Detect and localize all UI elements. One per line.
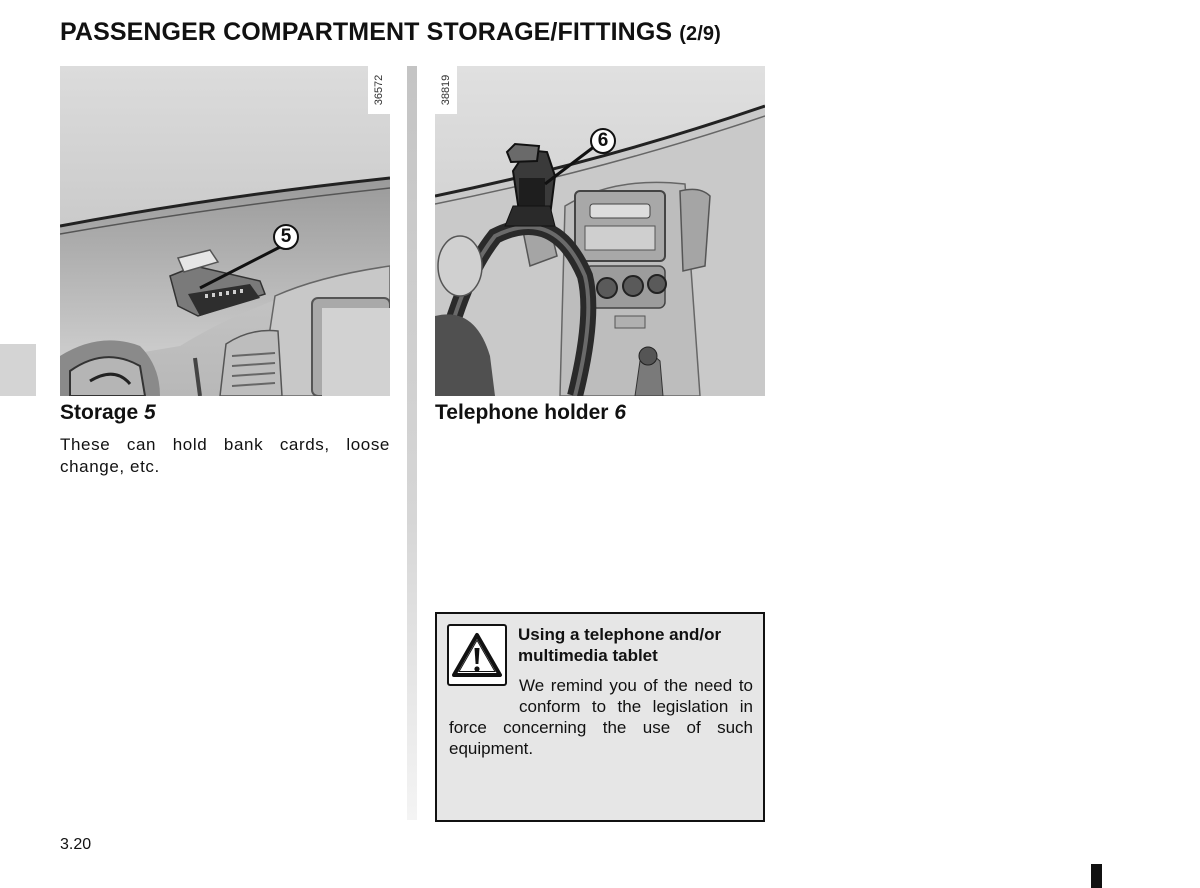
corner-mark [1091, 864, 1102, 888]
dashboard-storage-drawing [60, 66, 390, 396]
page-title [60, 18, 721, 47]
telephone-holder-heading-text: Telephone holder [435, 401, 609, 424]
page-title-text: PASSENGER COMPARTMENT STORAGE/FITTINGS [60, 18, 673, 46]
page-number: 3.20 [60, 836, 92, 853]
storage-illustration [60, 66, 390, 396]
image-reference-box [435, 66, 457, 114]
image-reference-box [368, 66, 390, 114]
image-reference-number: 38819 [440, 74, 452, 106]
page-fraction: (2/9) [679, 23, 721, 45]
image-reference-number: 36572 [373, 74, 385, 106]
warning-title: Using a telephone and/or multimedia tablet [518, 625, 722, 665]
warning-text: We remind you of the need to conform to the legislation in force concerning the use of such equipment. [449, 676, 753, 758]
column-divider [407, 66, 417, 820]
telephone-holder-heading [435, 401, 626, 425]
telephone-holder-heading-number: 6 [614, 401, 626, 424]
callout-6: 6 [590, 128, 616, 154]
storage-heading-number: 5 [144, 401, 156, 424]
callout-5: 5 [273, 224, 299, 250]
storage-description: These can hold bank cards, loose change, etc. [60, 435, 390, 476]
storage-heading-text: Storage [60, 401, 139, 424]
storage-heading [60, 401, 156, 425]
telephone-holder-illustration [435, 66, 765, 396]
chapter-tab [0, 344, 36, 396]
warning-box [435, 612, 765, 822]
dashboard-phone-holder-drawing [435, 66, 765, 396]
